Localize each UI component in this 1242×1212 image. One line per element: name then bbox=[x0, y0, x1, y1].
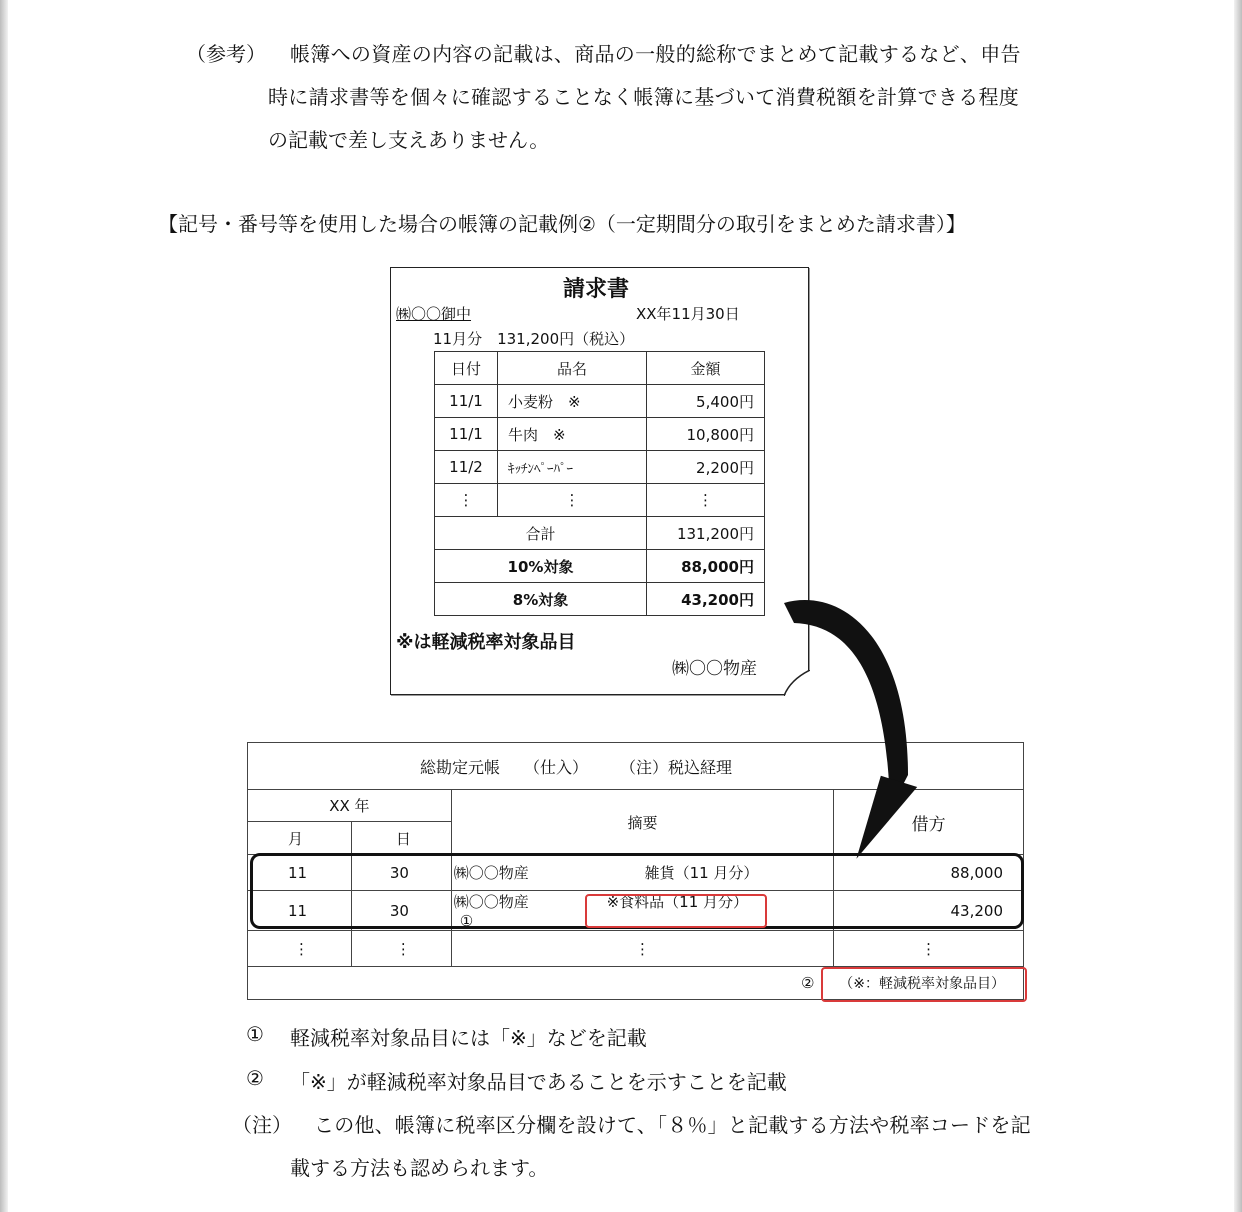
row-item: 小麦粉 ※ bbox=[498, 385, 647, 418]
row-date: 11/1 bbox=[435, 385, 498, 418]
invoice-date: XX年11月30日 bbox=[636, 305, 740, 323]
note-1-mark: ① bbox=[246, 1022, 264, 1046]
ledger-desc: 雑貨（11 月分） bbox=[644, 864, 759, 882]
month-header: 月 bbox=[248, 822, 352, 855]
table-row bbox=[248, 931, 1024, 967]
highlight-food-item bbox=[585, 894, 767, 928]
invoice-addressee: ㈱〇〇御中 bbox=[396, 305, 472, 323]
note-marker-2: ② bbox=[801, 974, 815, 992]
ledger-title: 総勘定元帳 （仕入） （注）税込経理 bbox=[248, 743, 1024, 790]
section-title: 【記号・番号等を使用した場合の帳簿の記載例②（一定期間分の取引をまとめた請求書）】 bbox=[158, 212, 966, 236]
eight-percent-label: 8%対象 bbox=[435, 583, 647, 616]
table-row bbox=[435, 451, 765, 484]
note-2-mark: ② bbox=[246, 1066, 264, 1090]
row-item: ｷｯﾁﾝﾍﾟｰﾊﾟｰ bbox=[498, 451, 647, 484]
highlight-footer-note bbox=[821, 967, 1027, 1002]
eight-percent-row bbox=[435, 583, 765, 616]
invoice-legend: ※は軽減税率対象品目 bbox=[396, 632, 576, 653]
row-amount: ⋮ bbox=[647, 484, 765, 517]
row-amount: 10,800円 bbox=[647, 418, 765, 451]
row-item: ⋮ bbox=[498, 484, 647, 517]
row-amount: 5,400円 bbox=[647, 385, 765, 418]
row-date: 11/2 bbox=[435, 451, 498, 484]
header-amount: 金額 bbox=[647, 352, 765, 385]
ledger-vendor: ㈱〇〇物産 bbox=[453, 893, 529, 911]
total-row bbox=[435, 517, 765, 550]
ten-percent-label: 10%対象 bbox=[435, 550, 647, 583]
ledger-month: 11 bbox=[248, 855, 352, 891]
ref-line-1: 帳簿への資産の内容の記載は、商品の一般的総称でまとめて記載するなど、申告 bbox=[290, 42, 1021, 66]
ledger-amount: 88,000 bbox=[834, 855, 1024, 891]
note-1-text: 軽減税率対象品目には「※」などを記載 bbox=[290, 1026, 647, 1050]
ledger-month: 11 bbox=[248, 891, 352, 931]
ledger-amount: 43,200 bbox=[834, 891, 1024, 931]
invoice-title: 請求書 bbox=[563, 277, 630, 302]
footer-note: （※：軽減税率対象品目） bbox=[839, 976, 1005, 992]
invoice-header-row bbox=[435, 352, 765, 385]
ref-line-2: 時に請求書等を個々に確認することなく帳簿に基づいて消費税額を計算できる程度 bbox=[268, 85, 1020, 109]
table-row bbox=[435, 484, 765, 517]
table-row bbox=[435, 418, 765, 451]
note-marker-1: ① bbox=[459, 912, 474, 930]
invoice-issuer: ㈱〇〇物産 bbox=[672, 659, 757, 679]
row-date: ⋮ bbox=[435, 484, 498, 517]
invoice-table bbox=[434, 351, 765, 616]
ref-label: （参考） bbox=[186, 42, 266, 66]
table-row bbox=[435, 385, 765, 418]
page-edge-left bbox=[0, 0, 8, 1212]
ledger-desc: ⋮ bbox=[451, 931, 834, 967]
caution-label: （注） bbox=[232, 1113, 292, 1137]
ten-percent-row bbox=[435, 550, 765, 583]
year-header: XX 年 bbox=[248, 790, 452, 822]
row-item: 牛肉 ※ bbox=[498, 418, 647, 451]
caution-line-2: 載する方法も認められます。 bbox=[290, 1156, 549, 1180]
header-item: 品名 bbox=[498, 352, 647, 385]
summary-header: 摘要 bbox=[451, 790, 834, 855]
ledger-day: 30 bbox=[351, 891, 451, 931]
ledger-amount: ⋮ bbox=[834, 931, 1024, 967]
invoice-summary: 11月分 131,200円（税込） bbox=[433, 330, 635, 348]
ledger-day: 30 bbox=[351, 855, 451, 891]
ledger-desc: ※食料品（11 月分） bbox=[606, 893, 749, 911]
debit-header: 借方 bbox=[834, 790, 1024, 855]
row-amount: 2,200円 bbox=[647, 451, 765, 484]
header-date: 日付 bbox=[435, 352, 498, 385]
ref-line-3: の記載で差し支えありません。 bbox=[268, 128, 550, 152]
caution-line-1: この他、帳簿に税率区分欄を設けて、「８％」と記載する方法や税率コードを記 bbox=[314, 1113, 1031, 1137]
ledger-vendor: ㈱〇〇物産 bbox=[453, 864, 529, 882]
page-edge-right bbox=[1234, 0, 1242, 1212]
total-label: 合計 bbox=[435, 517, 647, 550]
total-amount: 131,200円 bbox=[647, 517, 765, 550]
ledger-month: ⋮ bbox=[248, 931, 352, 967]
curved-arrow-icon bbox=[770, 585, 930, 895]
ten-percent-amount: 88,000円 bbox=[647, 550, 765, 583]
note-2-text: 「※」が軽減税率対象品目であることを示すことを記載 bbox=[290, 1070, 787, 1094]
day-header: 日 bbox=[351, 822, 451, 855]
eight-percent-amount: 43,200円 bbox=[647, 583, 765, 616]
ledger-day: ⋮ bbox=[351, 931, 451, 967]
row-date: 11/1 bbox=[435, 418, 498, 451]
